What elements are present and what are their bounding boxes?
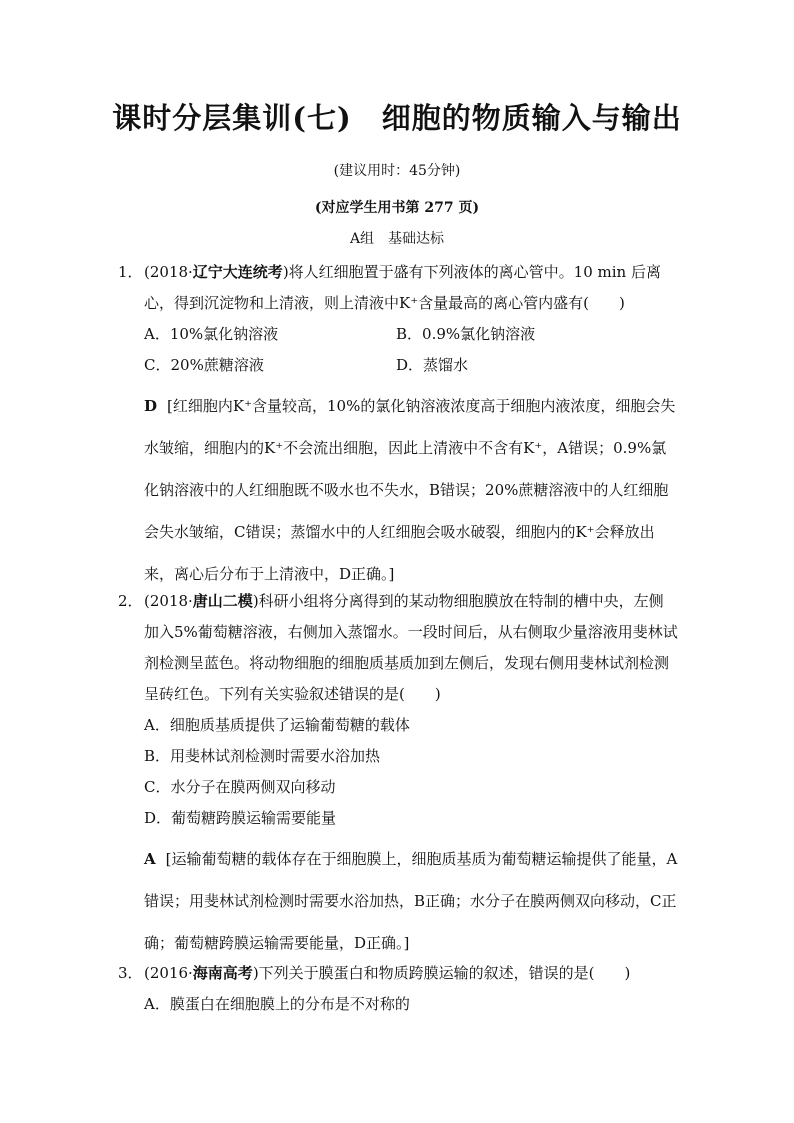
question-number: 1． xyxy=(118,263,143,281)
question-2 xyxy=(118,586,678,964)
question-stem: (2016·海南高考)下列关于膜蛋白和物质跨膜运输的叙述，错误的是( ) xyxy=(144,964,631,982)
option-d: D．葡萄糖跨膜运输需要能量 xyxy=(144,809,337,827)
option-a: A．10%氯化钠溶液 xyxy=(144,325,279,343)
question-stem: (2018·辽宁大连统考)将人红细胞置于盛有下列液体的离心管中。10 min 后离心，得到沉淀物和上清液，则上清液中K⁺含量最高的离心管内盛有( ) xyxy=(144,263,661,312)
question-number: 2． xyxy=(118,592,143,610)
question-source: 海南高考 xyxy=(192,964,253,982)
book-reference: (对应学生用书第 277 页) xyxy=(314,200,480,216)
option-c: C．20%蔗糖溶液 xyxy=(144,356,264,374)
question-source: 唐山二模 xyxy=(192,592,253,610)
group-heading: A组 基础达标 xyxy=(349,231,445,247)
suggested-time: (建议用时：45分钟) xyxy=(333,163,461,179)
answer-explanation: A [运输葡萄糖的载体存在于细胞膜上，细胞质基质为葡萄糖运输提供了能量，A错误；用斐林试剂检测时需要水浴加热，B正确；水分子在膜两侧双向移动，C正确；葡萄糖跨膜运输需要能量，D正确。] xyxy=(144,850,678,952)
question-1 xyxy=(118,257,678,595)
answer-letter: A xyxy=(144,850,156,868)
option-d: D．蒸馏水 xyxy=(396,356,469,374)
question-stem: (2018·唐山二模)科研小组将分离得到的某动物细胞膜放在特制的槽中央，左侧加入5%葡萄糖溶液，右侧加入蒸馏水。一段时间后，从右侧取少量溶液用斐林试剂检测呈蓝色。将动物细胞的细胞质基质加到左侧后，发现右侧用斐林试剂检测呈砖红色。下列有关实验叙述错误的是( ) xyxy=(144,592,678,703)
option-b: B．用斐林试剂检测时需要水浴加热 xyxy=(144,747,381,765)
page-title: 课时分层集训(七) 细胞的物质输入与输出 xyxy=(112,101,682,135)
answer-letter: D xyxy=(144,397,158,415)
question-source: 辽宁大连统考 xyxy=(192,263,283,281)
option-c: C．水分子在膜两侧双向移动 xyxy=(144,778,336,796)
options-row xyxy=(144,350,678,381)
option-b: B．0.9%氯化钠溶液 xyxy=(396,325,536,343)
question-3 xyxy=(118,958,678,1020)
question-number: 3． xyxy=(118,964,143,982)
option-a: A．细胞质基质提供了运输葡萄糖的载体 xyxy=(144,716,410,734)
answer-explanation: D [红细胞内K⁺含量较高，10%的氯化钠溶液浓度高于细胞内液浓度，细胞会失水皱缩，细胞内的K⁺不会流出细胞，因此上清液中不含有K⁺，A错误；0.9%氯化钠溶液中的人红细胞既不吸水也不失水，B错误；20%蔗糖溶液中的人红细胞会失水皱缩，C错误；蒸馏水中的人红细胞会吸水破裂，细胞内的K⁺会释放出来，离心后分布于上清液中，D正确。] xyxy=(144,397,676,583)
option-a: A．膜蛋白在细胞膜上的分布是不对称的 xyxy=(144,995,410,1013)
options-row xyxy=(144,319,678,350)
